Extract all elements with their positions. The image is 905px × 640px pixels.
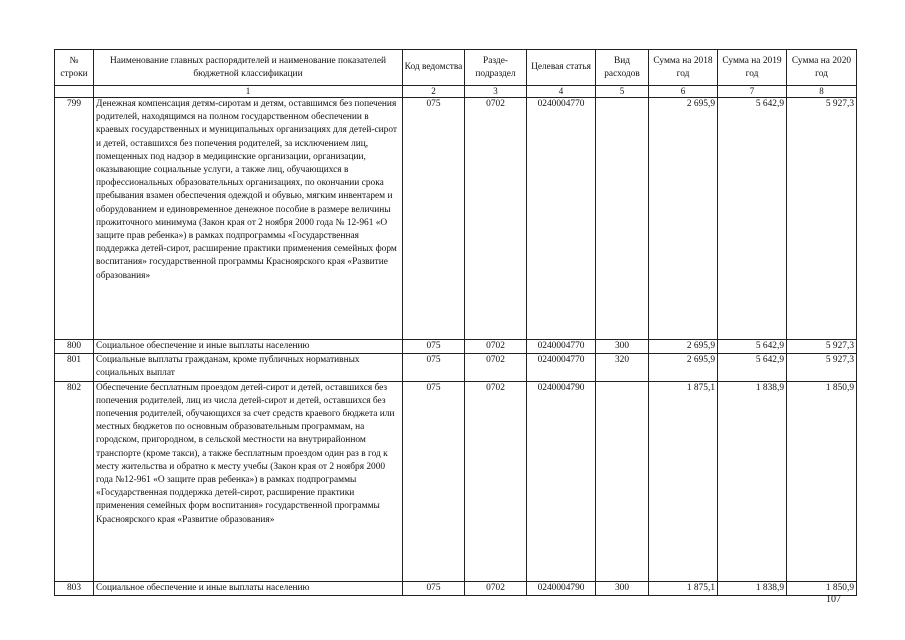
- table-row: [55, 381, 857, 581]
- row-sum-2019: 5 642,9: [718, 340, 787, 354]
- row-sum-2018: 2 695,9: [649, 340, 718, 354]
- row-target-code: 0240004770: [527, 340, 596, 354]
- row-sum-2019: 5 642,9: [718, 354, 787, 381]
- row-sum-2018: 1 875,1: [649, 381, 718, 581]
- row-section-code: 0702: [465, 340, 527, 354]
- row-section-code: 0702: [465, 354, 527, 381]
- row-target-code: 0240004770: [527, 98, 596, 340]
- row-section-code: 0702: [465, 381, 527, 581]
- row-dept-code: 075: [403, 354, 465, 381]
- header-row-no: № строки: [55, 50, 94, 86]
- header-name: Наименование главных распорядителей и наименование показателей бюджетной классификации: [94, 50, 403, 86]
- table-row: [55, 354, 857, 381]
- row-expense-type: [596, 98, 649, 340]
- column-number: 8: [787, 86, 857, 98]
- row-target-code: 0240004790: [527, 581, 596, 595]
- row-expense-type: 300: [596, 340, 649, 354]
- row-sum-2020: 5 927,3: [787, 340, 857, 354]
- row-name: Обеспечение бесплатным проездом детей-сирот и детей, оставшихся без попечения родителей, лиц из числа детей-сирот и детей, оставшихся без попечения родителей, обучающихся за счет средств краевого бюджета или местных бюджетов по основным образовательным программам, на городском, пригородном, в сельской местности на внутрирайонном транспорте (кроме такси), а также бесплатным проездом один раз в год к месту жительства и обратно к месту учебы (Закон края от 2 ноября 2000 года №12-961 «О защите прав ребенка») в рамках подпрограммы «Государственная поддержка детей-сирот, расширение практики применения семейных форм воспитания» государственной программы Красноярского края «Развитие образования»: [94, 381, 403, 581]
- column-number: 5: [596, 86, 649, 98]
- row-dept-code: 075: [403, 98, 465, 340]
- column-number: [55, 86, 94, 98]
- row-sum-2020: 1 850,9: [787, 381, 857, 581]
- row-name: Социальные выплаты гражданам, кроме публичных нормативных социальных выплат: [94, 354, 403, 381]
- row-sum-2020: 5 927,3: [787, 98, 857, 340]
- budget-table: [54, 49, 857, 596]
- row-number: 800: [55, 340, 94, 354]
- column-number: 2: [403, 86, 465, 98]
- row-number: 803: [55, 581, 94, 595]
- row-sum-2018: 2 695,9: [649, 354, 718, 381]
- table-row: [55, 581, 857, 595]
- row-expense-type: [596, 381, 649, 581]
- row-sum-2019: 5 642,9: [718, 98, 787, 340]
- table-row: [55, 340, 857, 354]
- row-name: Социальное обеспечение и иные выплаты населению: [94, 581, 403, 595]
- row-sum-2018: 2 695,9: [649, 98, 718, 340]
- header-row: [55, 50, 857, 86]
- row-expense-type: 300: [596, 581, 649, 595]
- row-dept-code: 075: [403, 381, 465, 581]
- header-target: Целевая статья: [527, 50, 596, 86]
- row-sum-2020: 5 927,3: [787, 354, 857, 381]
- row-dept-code: 075: [403, 340, 465, 354]
- row-name: Социальное обеспечение и иные выплаты населению: [94, 340, 403, 354]
- column-number: 3: [465, 86, 527, 98]
- column-number-row: [55, 86, 857, 98]
- page-number: 107: [826, 594, 841, 605]
- column-number: 4: [527, 86, 596, 98]
- row-sum-2020: 1 850,9: [787, 581, 857, 595]
- row-dept-code: 075: [403, 581, 465, 595]
- table-row: [55, 98, 857, 340]
- header-sum-2019: Сумма на 2019 год: [718, 50, 787, 86]
- header-sum-2020: Сумма на 2020 год: [787, 50, 857, 86]
- row-number: 802: [55, 381, 94, 581]
- row-section-code: 0702: [465, 581, 527, 595]
- column-number: 7: [718, 86, 787, 98]
- row-expense-type: 320: [596, 354, 649, 381]
- row-sum-2019: 1 838,9: [718, 581, 787, 595]
- row-number: 801: [55, 354, 94, 381]
- header-dept: Код ведомства: [403, 50, 465, 86]
- row-name: Денежная компенсация детям-сиротам и детям, оставшимся без попечения родителей, находящимся на полном государственном обеспечении в краевых государственных и муниципальных организациях для детей-сирот и детей, оставшихся без попечения родителей, за исключением лиц, помещенных под надзор в медицинские организации, организации, оказывающие социальные услуги, а также лиц, обучающихся в профессиональных образовательных организациях, по окончании срока пребывания взамен обеспечения одеждой и обувью, мягким инвентарем и оборудованием и единовременное денежное пособие в размере величины прожиточного минимума (Закон края от 2 ноября 2000 года № 12-961 «О защите прав ребенка») в рамках подпрограммы «Государственная поддержка детей-сирот, расширение практики применения семейных форм воспитания» государственной программы Красноярского края «Развитие образования»: [94, 98, 403, 340]
- header-section: Разде-подраздел: [465, 50, 527, 86]
- row-sum-2019: 1 838,9: [718, 381, 787, 581]
- header-exp-type: Вид расходов: [596, 50, 649, 86]
- row-number: 799: [55, 98, 94, 340]
- row-target-code: 0240004790: [527, 381, 596, 581]
- column-number: 1: [94, 86, 403, 98]
- column-number: 6: [649, 86, 718, 98]
- row-section-code: 0702: [465, 98, 527, 340]
- row-sum-2018: 1 875,1: [649, 581, 718, 595]
- header-sum-2018: Сумма на 2018 год: [649, 50, 718, 86]
- row-target-code: 0240004770: [527, 354, 596, 381]
